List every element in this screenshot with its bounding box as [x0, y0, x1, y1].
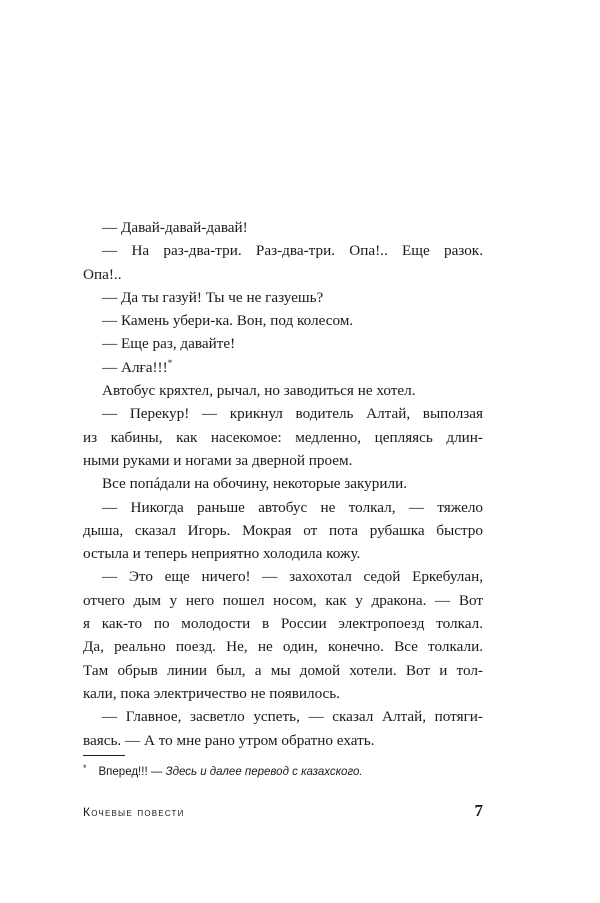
- paragraph: [83, 472, 483, 495]
- paragraph-line: — На раз-два-три. Раз-два-три. Опа!.. Еще разок.: [102, 242, 483, 260]
- paragraph: [83, 565, 483, 705]
- paragraph-line: — Главное, засветло успеть, — сказал Алтай, потяги-: [102, 708, 483, 726]
- paragraph-line: Опа!..: [83, 265, 122, 283]
- paragraph-line: кали, пока электричество не появилось.: [83, 684, 341, 702]
- paragraph-line: из кабины, как насекомое: медленно, цепляясь длин-: [83, 428, 483, 446]
- paragraph-line: я как-то по молодости в России электропоезд толкал.: [83, 615, 483, 633]
- main-text: [83, 216, 483, 752]
- paragraph-line: — Никогда раньше автобус не толкал, — тяжело: [102, 498, 483, 516]
- footnote-mark: *: [83, 763, 87, 773]
- paragraph: [83, 239, 483, 286]
- footnote-term: Вперед!!! —: [98, 766, 163, 778]
- paragraph-line: ными руками и ногами за дверной проем.: [83, 451, 353, 469]
- paragraph: [83, 496, 483, 566]
- paragraph-text: — Да ты газуй! Ты че не газуешь?: [102, 288, 324, 306]
- paragraph: [83, 216, 483, 239]
- paragraph: [83, 332, 483, 355]
- paragraph-text: — Давай-давай-давай!: [102, 219, 248, 236]
- footnote: [83, 764, 503, 780]
- paragraph: [83, 356, 483, 379]
- paragraph: [83, 286, 483, 309]
- paragraph-line: Да, реально поезд. Не, не один, конечно. Все толкали.: [83, 638, 483, 656]
- running-title: Кочевые повести: [83, 805, 185, 819]
- paragraph-line: остыла и теперь неприятно холодила кожу.: [83, 545, 361, 563]
- paragraph-text: Автобус кряхтел, рычал, но заводиться не хотел.: [102, 382, 416, 400]
- paragraph: [83, 402, 483, 472]
- paragraph-text: — Алға!!!: [102, 358, 168, 376]
- paragraph: [83, 705, 483, 752]
- page-number: 7: [474, 801, 483, 820]
- paragraph-text: Все попáдали на обочину, некоторые закурили.: [102, 475, 407, 493]
- paragraph-line: дыша, сказал Игорь. Мокрая от пота рубашка быстро: [83, 521, 483, 539]
- paragraph-text: — Камень убери-ка. Вон, под колесом.: [102, 312, 354, 330]
- paragraph-line: отчего дым у него пошел носом, как у дракона. — Вот: [83, 591, 483, 609]
- paragraph-line: — Это еще ничего! — захохотал седой Еркебулан,: [102, 568, 483, 586]
- paragraph-line: Там обрыв линии был, а мы домой хотели. Вот и тол-: [83, 661, 483, 679]
- footnote-reference: *: [167, 357, 173, 368]
- footnote-divider: [83, 755, 125, 756]
- paragraph-line: ваясь. — А то мне рано утром обратно ехать.: [83, 731, 375, 749]
- paragraph-line: — Перекур! — крикнул водитель Алтай, выползая: [102, 405, 483, 423]
- paragraph: [83, 379, 483, 402]
- paragraph: [83, 309, 483, 332]
- footnote-note: Здесь и далее перевод с казахского.: [165, 766, 363, 778]
- paragraph-text: — Еще раз, давайте!: [102, 335, 236, 353]
